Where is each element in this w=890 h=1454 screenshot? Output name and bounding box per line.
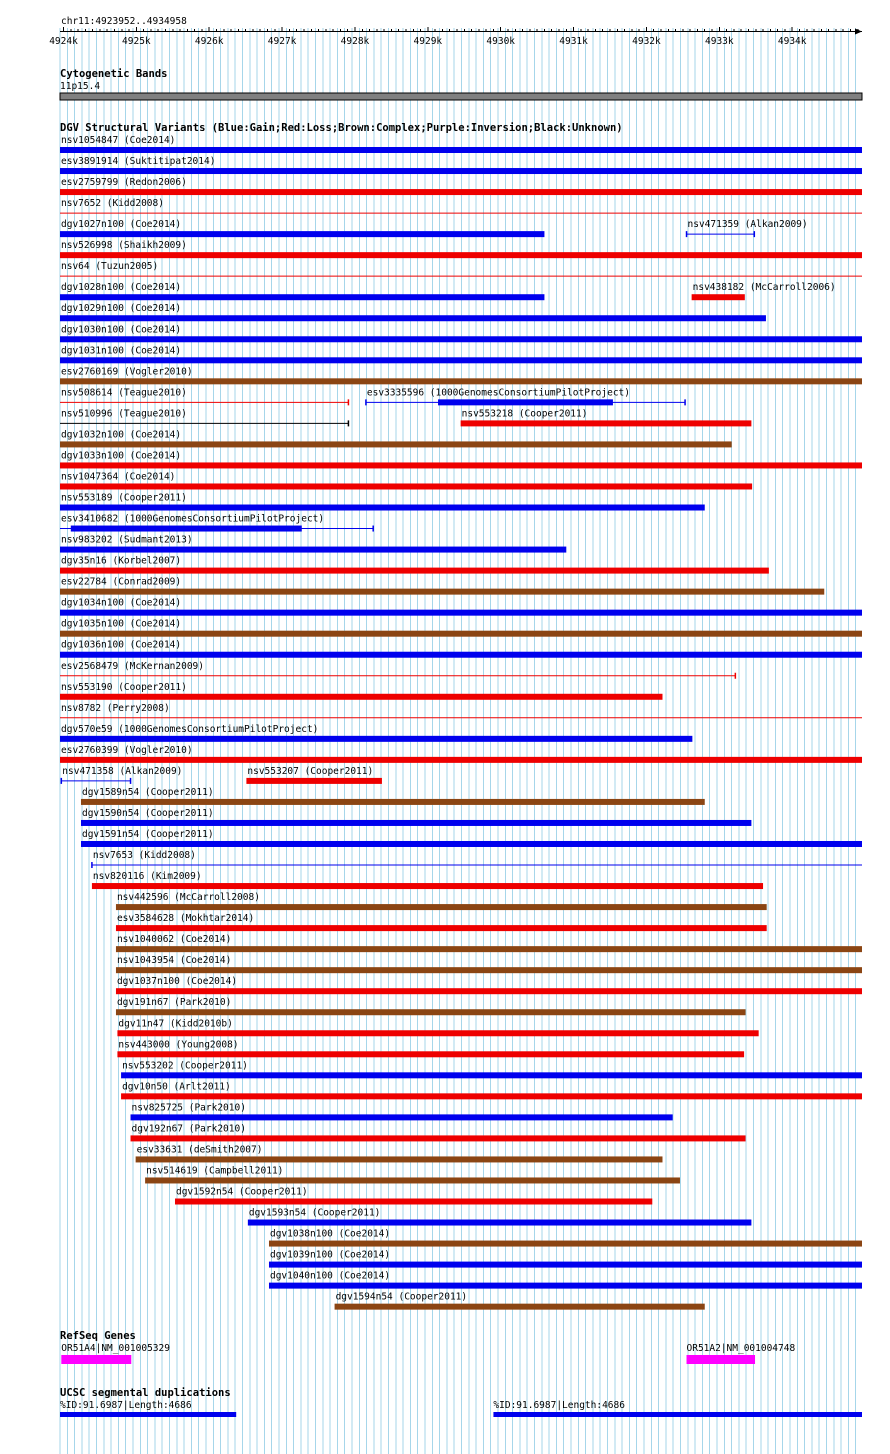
variant-label: nsv825725 (Park2010) (131, 1102, 246, 1114)
variant-label: nsv514619 (Campbell2011) (146, 1165, 284, 1177)
variant-label: esv3410682 (1000GenomesConsortiumPilotProject) (61, 513, 325, 525)
gene-bar (61, 1355, 131, 1364)
ruler-tick-label: 4924k (49, 36, 78, 47)
variant-label: nsv983202 (Sudmant2013) (61, 534, 193, 546)
variant-label: nsv8782 (Perry2008) (61, 702, 170, 714)
variant-core-bar (438, 399, 613, 405)
variant-bar (269, 1262, 862, 1268)
variant-label: nsv553189 (Cooper2011) (61, 492, 187, 504)
variant-bar (131, 1135, 746, 1141)
variant-label: dgv1034n100 (Coe2014) (61, 597, 182, 609)
variant-bar (81, 841, 862, 847)
variant-bar (116, 925, 767, 931)
variant-bar (60, 147, 862, 153)
variant-label: dgv1594n54 (Cooper2011) (335, 1291, 468, 1303)
variant-bar (116, 967, 862, 973)
variant-label: nsv1047364 (Coe2014) (61, 471, 176, 483)
variant-bar (116, 946, 862, 952)
cytoband-track-title: Cytogenetic Bands (60, 68, 168, 80)
variant-bar (116, 988, 862, 994)
variant-bar (60, 462, 862, 468)
variant-label: nsv64 (Tuzun2005) (61, 261, 159, 273)
variant-bar (175, 1199, 652, 1205)
variant-bar (81, 799, 705, 805)
gene-bar (687, 1355, 755, 1364)
variant-label: nsv471359 (Alkan2009) (687, 219, 808, 231)
variant-bar (60, 357, 862, 363)
segdup-label: %ID:91.6987|Length:4686 (60, 1400, 192, 1411)
variant-label: nsv508614 (Teague2010) (61, 387, 187, 399)
refseq-genes-track (60, 1330, 795, 1364)
variant-label: esv3335596 (1000GenomesConsortiumPilotProject) (366, 387, 631, 399)
refseq-track-title: RefSeq Genes (60, 1330, 136, 1342)
variant-core-bar (71, 526, 302, 532)
variant-label: nsv553202 (Cooper2011) (122, 1060, 248, 1072)
variant-bar (60, 736, 692, 742)
variant-label: dgv1027n100 (Coe2014) (61, 219, 182, 231)
variant-label: esv2760169 (Vogler2010) (61, 366, 193, 378)
variant-bar (60, 189, 862, 195)
variant-bar (92, 883, 763, 889)
region-label: chr11:4923952..4934958 (61, 16, 187, 27)
ruler-tick-label: 4932k (632, 36, 661, 47)
ruler-tick-label: 4928k (340, 36, 370, 47)
ruler-ticks (49, 27, 862, 47)
dgv-track-title: DGV Structural Variants (Blue:Gain;Red:Loss;Brown:Complex;Purple:Inversion;Black:Unknown) (60, 122, 623, 134)
variant-bar (692, 294, 745, 300)
variant-bar (60, 505, 705, 511)
segdup-bar (60, 1412, 236, 1417)
segdup-track-title: UCSC segmental duplications (60, 1387, 231, 1399)
ruler-tick-label: 4933k (705, 36, 734, 47)
variant-label: dgv1028n100 (Coe2014) (61, 282, 182, 294)
cytoband-bar (60, 93, 862, 100)
segdup-bar (493, 1412, 862, 1417)
variant-label: dgv1036n100 (Coe2014) (61, 639, 182, 651)
variant-label: nsv553218 (Cooper2011) (461, 408, 588, 420)
variant-label: dgv570e59 (1000GenomesConsortiumPilotProject) (61, 723, 319, 735)
ruler-tick-label: 4927k (267, 36, 297, 47)
variant-bar (60, 315, 766, 321)
variant-label: nsv553207 (Cooper2011) (247, 765, 374, 777)
variant-label: nsv1040062 (Coe2014) (116, 934, 232, 946)
variant-label: dgv192n67 (Park2010) (131, 1123, 246, 1135)
variant-bar (60, 336, 862, 342)
variant-bar (60, 652, 862, 658)
variant-label: nsv471358 (Alkan2009) (62, 765, 183, 777)
variant-label: dgv10n50 (Arlt2011) (122, 1081, 231, 1093)
variant-label: dgv1031n100 (Coe2014) (61, 345, 182, 357)
variant-bar (60, 631, 862, 637)
variant-label: dgv1029n100 (Coe2014) (61, 303, 182, 315)
variant-bar (269, 1283, 862, 1289)
variant-label: dgv1032n100 (Coe2014) (61, 429, 182, 441)
variant-label: dgv1589n54 (Cooper2011) (81, 786, 214, 798)
variant-bar (145, 1177, 680, 1183)
ruler-tick-label: 4930k (486, 36, 516, 47)
coordinate-ruler (49, 16, 862, 47)
ruler-arrow-icon (855, 29, 862, 35)
variant-bar (60, 589, 824, 595)
variant-bar (116, 1009, 746, 1015)
variant-label: dgv1033n100 (Coe2014) (61, 450, 182, 462)
variant-label: nsv438182 (McCarroll2006) (692, 282, 836, 294)
variant-bar (60, 610, 862, 616)
variant-label: nsv442596 (McCarroll2008) (116, 892, 260, 904)
variant-label: esv2759799 (Redon2006) (61, 177, 187, 189)
variant-label: dgv191n67 (Park2010) (116, 997, 232, 1009)
ruler-tick-label: 4931k (559, 36, 588, 47)
variant-bar (121, 1072, 862, 1078)
variant-label: esv22784 (Conrad2009) (61, 576, 182, 588)
variant-bar (269, 1241, 862, 1247)
gene-label: OR51A2|NM_001004748 (686, 1343, 796, 1354)
ruler-tick-label: 4925k (122, 36, 151, 47)
variant-label: dgv1591n54 (Cooper2011) (81, 828, 214, 840)
variant-bar (81, 820, 751, 826)
variant-bar (60, 294, 544, 300)
variant-bar (136, 1156, 663, 1162)
cytoband-label: 11p15.4 (60, 81, 101, 92)
variant-label: nsv7653 (Kidd2008) (92, 850, 196, 862)
variant-label: nsv7652 (Kidd2008) (61, 198, 164, 210)
variant-bar (60, 547, 566, 553)
segdup-label: %ID:91.6987|Length:4686 (493, 1400, 625, 1411)
variant-label: dgv1593n54 (Cooper2011) (248, 1207, 381, 1219)
variant-bar (60, 441, 732, 447)
variant-label: dgv35n16 (Korbel2007) (61, 555, 182, 567)
variant-label: dgv11n47 (Kidd2010b) (118, 1018, 233, 1030)
variant-label: esv2760399 (Vogler2010) (61, 744, 193, 756)
variant-bar (248, 1220, 752, 1226)
variant-bar (60, 231, 544, 237)
ruler-tick-label: 4926k (194, 36, 224, 47)
variant-label: dgv1038n100 (Coe2014) (269, 1228, 391, 1240)
variant-label: nsv1054847 (Coe2014) (61, 135, 176, 146)
variant-label: dgv1592n54 (Cooper2011) (175, 1186, 308, 1198)
variant-bar (60, 568, 769, 574)
gene-label: OR51A4|NM_001005329 (61, 1343, 170, 1354)
variant-bar (60, 757, 862, 763)
variant-bar (60, 168, 862, 174)
variant-label: dgv1590n54 (Cooper2011) (81, 807, 214, 819)
variant-label: nsv820116 (Kim2009) (92, 871, 202, 883)
variant-bar (131, 1114, 673, 1120)
variant-label: esv3891914 (Suktitipat2014) (61, 156, 216, 168)
variant-label: nsv526998 (Shaikh2009) (61, 240, 187, 252)
ruler-tick-label: 4929k (413, 36, 443, 47)
variant-label: dgv1030n100 (Coe2014) (61, 324, 182, 336)
refseq-features (61, 1343, 795, 1364)
variant-bar (246, 778, 382, 784)
variant-label: esv33631 (deSmith2007) (136, 1144, 263, 1156)
variant-label: dgv1035n100 (Coe2014) (61, 618, 182, 630)
variant-label: nsv553190 (Cooper2011) (61, 681, 187, 693)
variant-bar (60, 694, 662, 700)
variant-label: dgv1039n100 (Coe2014) (269, 1249, 391, 1261)
variant-bar (116, 904, 767, 910)
ruler-tick-label: 4934k (777, 36, 807, 47)
variant-label: esv3584628 (Mokhtar2014) (116, 913, 255, 925)
variant-bar (60, 483, 752, 489)
variant-bar (60, 252, 862, 258)
variant-label: nsv510996 (Teague2010) (61, 408, 187, 420)
variant-label: esv2568479 (McKernan2009) (61, 660, 204, 672)
variant-label: dgv1037n100 (Coe2014) (116, 976, 238, 988)
variant-bar (117, 1030, 758, 1036)
variant-bar (60, 378, 862, 384)
variant-bar (335, 1304, 705, 1310)
variant-label: nsv1043954 (Coe2014) (116, 955, 232, 967)
variant-label: dgv1040n100 (Coe2014) (269, 1270, 391, 1282)
variant-label: nsv443000 (Young2008) (118, 1039, 239, 1051)
variant-bar (117, 1051, 744, 1057)
variant-bar (461, 420, 752, 426)
variant-bar (121, 1093, 862, 1099)
